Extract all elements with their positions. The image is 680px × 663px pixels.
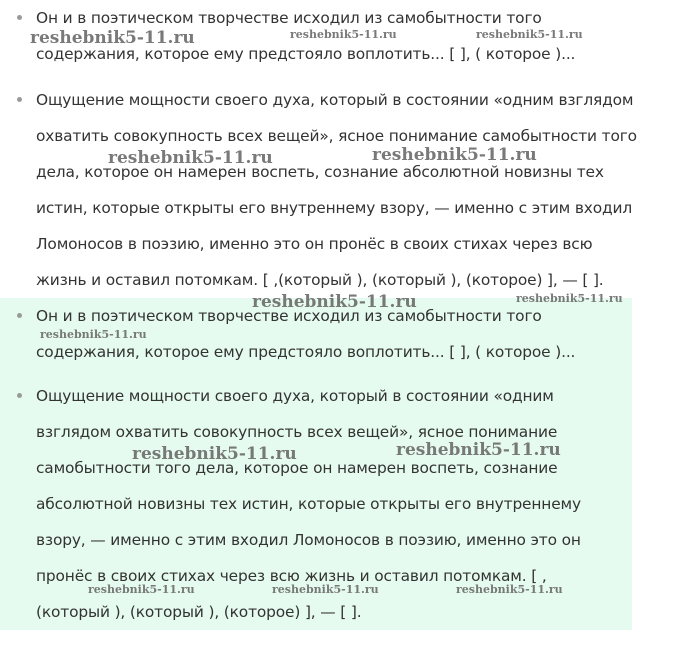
text-line: Ломоносов в поэзию, именно это он пронёс в своих стихах через всю <box>36 235 593 253</box>
text-line: взглядом охватить совокупность всех вещей», ясное понимание <box>36 423 558 441</box>
text-line: Ощущение мощности своего духа, который в состоянии «одним <box>36 387 554 405</box>
bullet-icon <box>17 393 22 398</box>
watermark: reshebnik5-11.ru <box>516 292 623 305</box>
text-line: самобытности того дела, которое он намерен воспеть, сознание <box>36 459 558 477</box>
text-line: жизнь и оставил потомкам. [ ,(который ), (который ), (которое) ], — [ ]. <box>36 271 604 289</box>
watermark: reshebnik5-11.ru <box>108 148 273 168</box>
text-line: абсолютной новизны тех истин, которые открыты его внутреннему <box>36 495 581 513</box>
watermark: reshebnik5-11.ru <box>40 328 147 341</box>
watermark: reshebnik5-11.ru <box>88 583 195 596</box>
watermark: reshebnik5-11.ru <box>30 28 195 48</box>
text-line: Ощущение мощности своего духа, который в состоянии «одним взглядом <box>36 91 634 109</box>
list-item <box>36 0 575 72</box>
bullet-icon <box>17 313 22 318</box>
text-line: содержания, которое ему предстояло воплотить... [ ], ( которое )... <box>36 343 576 361</box>
text-line: истин, которые открыты его внутреннему взору, — именно с этим входил <box>36 199 633 217</box>
list-item <box>36 378 581 630</box>
list-item <box>36 298 575 370</box>
text-line: пронёс в своих стихах через всю жизнь и оставил потомкам. [ , <box>36 567 547 585</box>
bottom-answer-block <box>0 298 632 630</box>
text-line: взору, — именно с этим входил Ломоносов в поэзию, именно это он <box>36 531 581 549</box>
watermark: reshebnik5-11.ru <box>272 583 379 596</box>
text-line: Он и в поэтическом творчестве исходил из самобытности того <box>36 307 542 325</box>
bullet-icon <box>17 15 22 20</box>
watermark: reshebnik5-11.ru <box>396 440 561 460</box>
watermark: reshebnik5-11.ru <box>290 28 397 41</box>
text-line: охватить совокупность всех вещей», ясное понимание самобытности того <box>36 127 637 145</box>
text-line: дела, которое он намерен воспеть, сознание абсолютной новизны тех <box>36 163 604 181</box>
text-line: (который ), (который ), (которое) ], — [ ]. <box>36 603 362 621</box>
watermark: reshebnik5-11.ru <box>252 292 417 312</box>
text-line: Он и в поэтическом творчестве исходил из самобытности того <box>36 9 542 27</box>
watermark: reshebnik5-11.ru <box>456 583 563 596</box>
list-item <box>36 82 637 298</box>
watermark: reshebnik5-11.ru <box>372 145 537 165</box>
watermark: reshebnik5-11.ru <box>476 28 583 41</box>
watermark: reshebnik5-11.ru <box>132 444 297 464</box>
bullet-icon <box>17 97 22 102</box>
top-answer-block <box>0 0 680 298</box>
text-line: содержания, которое ему предстояло воплотить... [ ], ( которое )... <box>36 45 576 63</box>
